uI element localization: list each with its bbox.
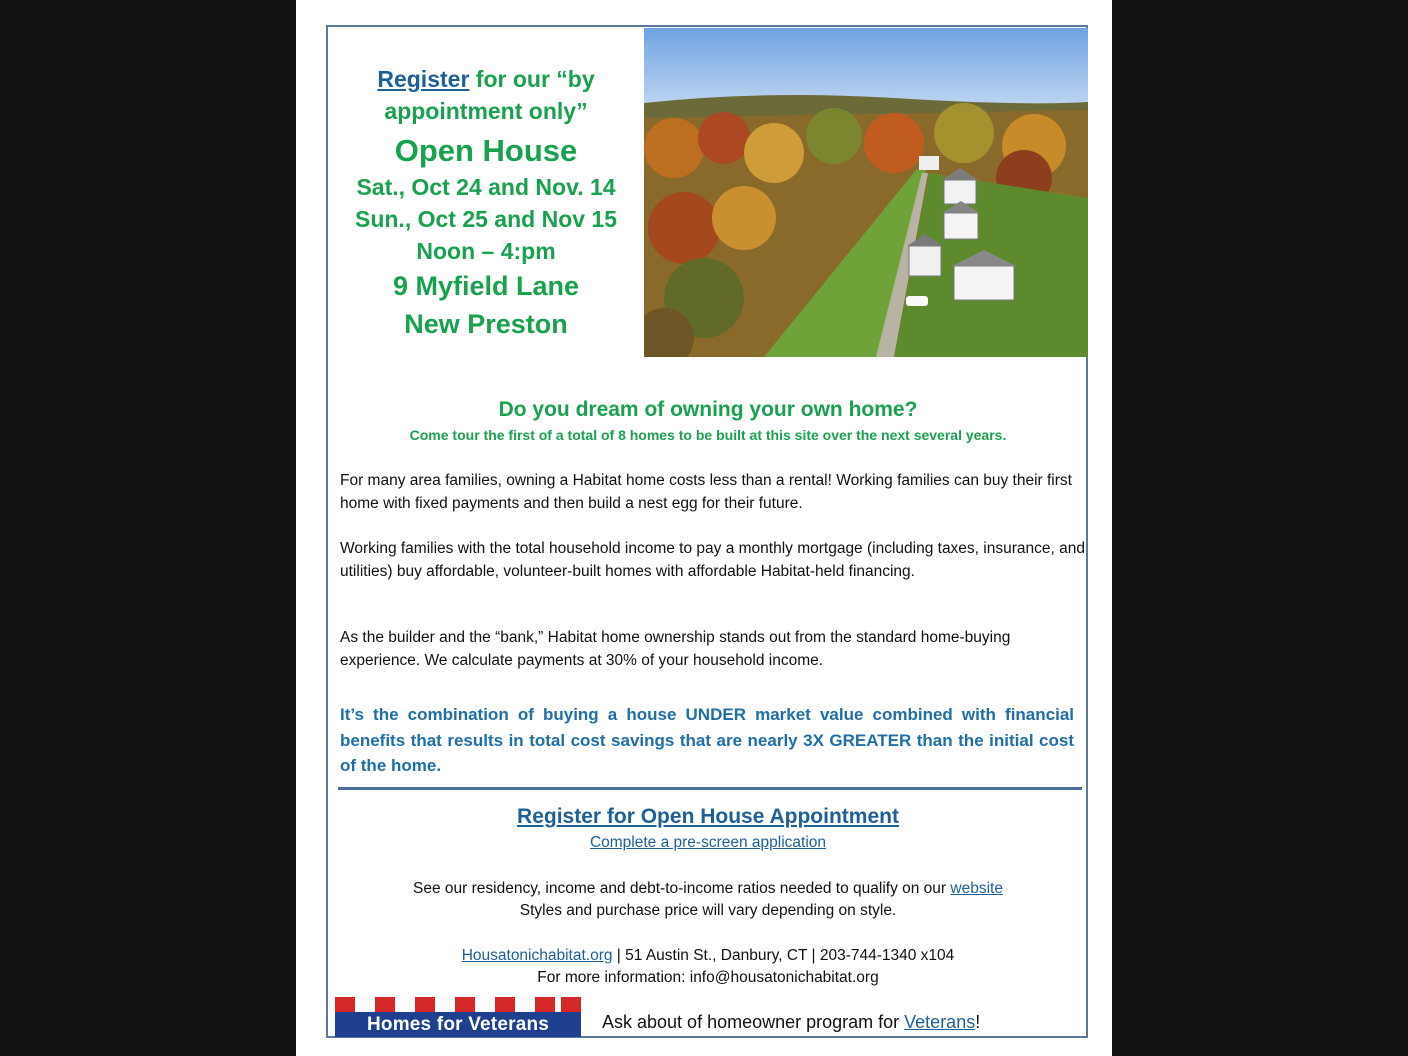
appointment-line: appointment only” (384, 98, 588, 124)
veterans-line (602, 1009, 980, 1035)
register-cta (328, 802, 1088, 854)
dream-section (328, 395, 1088, 445)
aerial-photo (644, 28, 1088, 357)
homes-for-veterans-logo (333, 997, 583, 1037)
dream-question: Do you dream of owning your own home? (498, 398, 918, 421)
date-line-saturday: Sat., Oct 24 and Nov. 14 (356, 174, 616, 200)
cost-savings-highlight: It’s the combination of buying a house UNDER market value combined with financial benefits that results in total cost savings that are nearly 3X GREATER than the initial cost of the home. (340, 705, 1074, 775)
open-house-title: Open House (394, 133, 578, 168)
flyer-frame (326, 25, 1088, 1038)
more-info-line: For more information: info@housatonichabitat.org (537, 969, 879, 986)
veterans-end: ! (975, 1012, 981, 1032)
paragraph-income: Working families with the total household income to pay a monthly mortgage (including taxes, insurance, and utilities) buy affordable, volunteer-built homes with affordable Habitat-held financing. (340, 540, 1085, 580)
open-house-info (328, 63, 644, 343)
paragraph-builder-bank: As the builder and the “bank,” Habitat home ownership stands out from the standard home-buying experience. We calculate payments at 30% of your household income. (340, 629, 1011, 669)
register-appointment-link[interactable]: Register for Open House Appointment (517, 805, 899, 828)
veterans-text: Ask about of homeowner program for (602, 1012, 905, 1032)
register-link[interactable]: Register (377, 66, 470, 92)
date-line-sunday: Sun., Oct 25 and Nov 15 (354, 206, 618, 232)
pre-screen-application-link[interactable]: Complete a pre-screen application (589, 834, 827, 851)
paragraph-rental: For many area families, owning a Habitat home costs less than a rental! Working families can buy their first home with fixed payments and then build a nest egg for their future. (340, 472, 1072, 512)
veterans-link[interactable]: Veterans (904, 1012, 976, 1032)
section-divider (338, 787, 1082, 790)
flag-stripes-icon (333, 997, 583, 1013)
qualify-text: See our residency, income and debt-to-income ratios needed to qualify on our (413, 880, 951, 897)
register-line (328, 63, 644, 95)
habitat-site-link[interactable]: Housatonichabitat.org (461, 947, 613, 964)
town-name: New Preston (404, 309, 568, 339)
aerial-photo-icon (644, 28, 1088, 357)
street-address: 9 Myfield Lane (392, 271, 580, 301)
badge-label: Homes for Veterans (335, 1012, 581, 1037)
styles-note: Styles and purchase price will vary depending on style. (519, 902, 897, 919)
qualify-line (328, 878, 1088, 900)
dream-subtitle: Come tour the first of a total of 8 homes to be built at this site over the next several years. (409, 427, 1007, 443)
register-line-rest: for our “by (469, 66, 595, 92)
contact-details: | 51 Austin St., Danbury, CT | 203-744-1340 x104 (612, 947, 955, 964)
flyer-page (296, 0, 1112, 1056)
time-line: Noon – 4:pm (416, 238, 556, 264)
website-link[interactable]: website (950, 880, 1003, 897)
contact-line (328, 945, 1088, 967)
